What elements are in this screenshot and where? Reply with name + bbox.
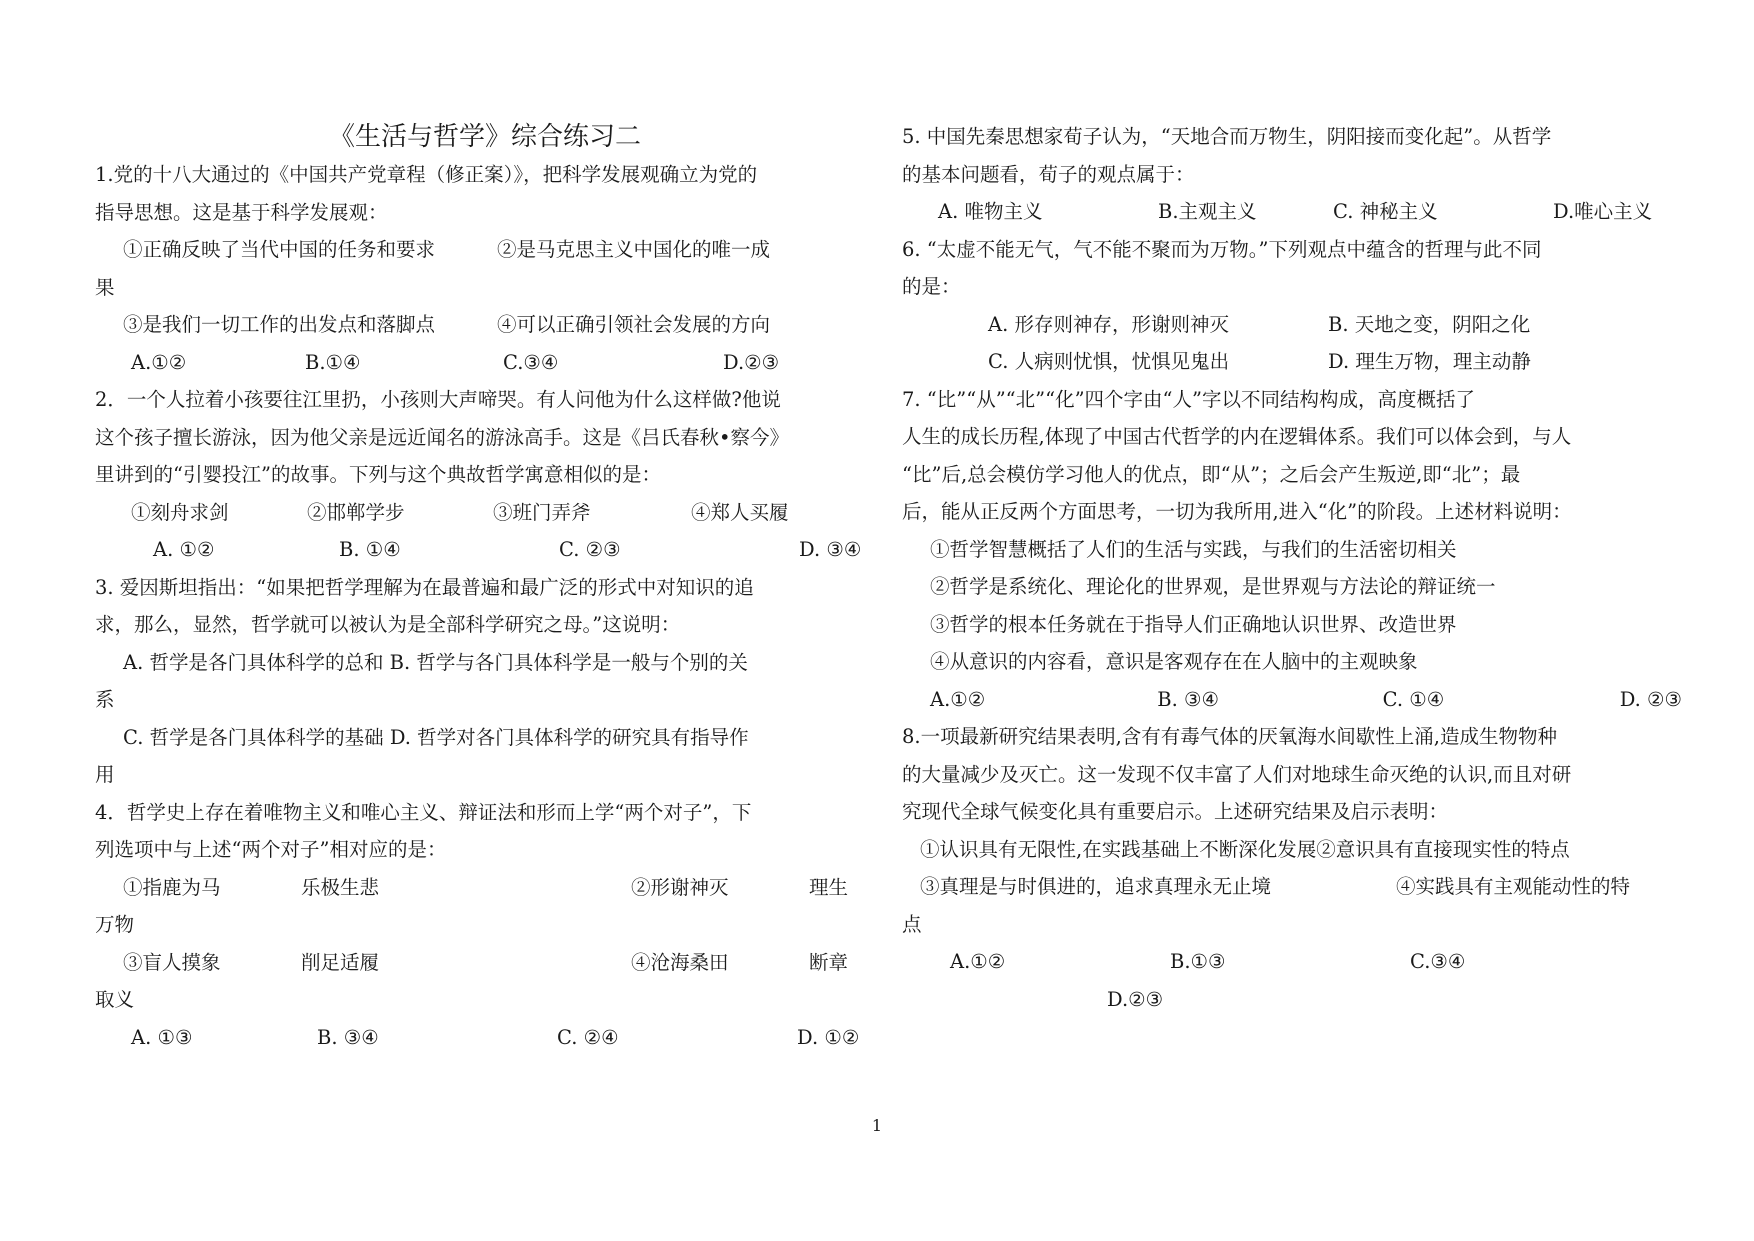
question-4 <box>95 794 875 1057</box>
answer-options <box>95 344 875 382</box>
option-b: B. ③④ <box>317 1025 379 1049</box>
question-stem-line: 指导思想。这是基于科学发展观： <box>95 200 388 224</box>
document-title: 《生活与哲学》综合练习二 <box>328 122 641 152</box>
question-stem-line: 8.一项最新研究结果表明,含有有毒气体的厌氧海水间歇性上涌,造成生物物种 <box>902 725 1558 748</box>
option-b: B.①③ <box>1170 950 1226 973</box>
question-stem-line: 3. 爱因斯坦指出：“如果把哲学理解为在最普遍和最广泛的形式中对知识的追 <box>95 575 754 599</box>
answer-item-row <box>95 306 875 344</box>
question-stem-line: 列选项中与上述“两个对子”相对应的是： <box>95 838 447 861</box>
question-stem-line: 究现代全球气候变化具有重要启示。上述研究结果及启示表明： <box>902 800 1449 823</box>
question-5 <box>902 118 1682 231</box>
answer-item-continuation: 取义 <box>95 988 135 1011</box>
option-a: A.①② <box>131 350 187 374</box>
option-a: A. 唯物主义 <box>938 200 1043 223</box>
option-b: B.主观主义 <box>1158 200 1257 223</box>
answer-item: ①正确反映了当代中国的任务和要求 <box>123 238 436 261</box>
question-stem-line: 后，能从正反两个方面思考，一切为我所用,进入“化”的阶段。上述材料说明： <box>902 500 1572 523</box>
right-column <box>902 118 1682 1018</box>
answer-item: ④郑人买履 <box>691 500 789 524</box>
answer-item: ②形谢神灭 <box>631 875 729 899</box>
answer-item: ①认识具有无限性,在实践基础上不断深化发展②意识具有直接现实性的特点 <box>920 837 1570 861</box>
option-c: C. 人病则忧惧，忧惧见鬼出 <box>988 350 1230 373</box>
answer-item: ③班门弄斧 <box>493 500 591 524</box>
answer-item-continuation: 点 <box>902 912 922 936</box>
question-stem-line: 2．一个人拉着小孩要往江里扔，小孩则大声啼哭。有人问他为什么这样做?他说 <box>95 388 781 411</box>
question-stem-line: 里讲到的“引婴投江”的故事。下列与这个典故哲学寓意相似的是： <box>95 463 661 486</box>
option-c: C. ①④ <box>1382 687 1445 711</box>
question-stem-line: 这个孩子擅长游泳，因为他父亲是远近闻名的游泳高手。这是《吕氏春秋•察今》 <box>95 425 790 449</box>
option-d: D. ①② <box>797 1025 860 1049</box>
answer-item-continuation: 万物 <box>95 913 135 936</box>
question-stem-line: 的是： <box>902 275 961 298</box>
answer-item: ③真理是与时俱进的，追求真理永无止境 <box>920 875 1272 898</box>
option-d: D.②③ <box>723 350 780 374</box>
question-stem-line: 人生的成长历程,体现了中国古代哲学的内在逻辑体系。我们可以体会到，与人 <box>902 425 1572 448</box>
answer-option-continuation: 系 <box>95 688 115 711</box>
question-7 <box>902 381 1682 719</box>
answer-item: ②哲学是系统化、理论化的世界观，是世界观与方法论的辩证统一 <box>930 575 1496 598</box>
answer-options <box>902 981 1682 1019</box>
answer-item-continuation: 果 <box>95 275 115 299</box>
option-c: C. ②④ <box>557 1025 619 1049</box>
answer-options <box>902 943 1682 981</box>
answer-option-line: C. 哲学是各门具体科学的基础 D. 哲学对各门具体科学的研究具有指导作 <box>123 725 749 749</box>
answer-options <box>902 681 1682 719</box>
option-c: C.③④ <box>503 350 559 374</box>
option-d: D.②③ <box>1107 987 1164 1011</box>
answer-item: ②是马克思主义中国化的唯一成 <box>497 238 771 261</box>
answer-item-row <box>95 231 875 269</box>
option-b: B. ①④ <box>339 538 401 561</box>
option-d: D.唯心主义 <box>1553 200 1653 223</box>
option-b: B.①④ <box>305 350 361 374</box>
answer-options <box>95 1019 875 1057</box>
answer-item: 断章 <box>809 950 849 974</box>
answer-items <box>95 494 875 532</box>
question-6 <box>902 231 1682 381</box>
answer-options <box>902 306 1682 344</box>
answer-options <box>95 531 875 569</box>
option-d: D. 理生万物，理主动静 <box>1328 350 1531 373</box>
answer-item: ③哲学的根本任务就在于指导人们正确地认识世界、改造世界 <box>930 612 1457 636</box>
answer-item-row <box>95 869 875 907</box>
answer-item: ③是我们一切工作的出发点和落脚点 <box>123 313 436 336</box>
answer-item: ④沧海桑田 <box>631 950 729 974</box>
answer-item: 乐极生悲 <box>301 875 380 899</box>
page-number: 1 <box>871 1116 883 1135</box>
question-stem-line: 的大量减少及灭亡。这一发现不仅丰富了人们对地球生命灭绝的认识,而且对研 <box>902 762 1572 786</box>
option-b: B. ③④ <box>1157 687 1219 711</box>
answer-item-row <box>902 868 1682 906</box>
answer-item: ①哲学智慧概括了人们的生活与实践，与我们的生活密切相关 <box>930 537 1457 561</box>
answer-options <box>902 343 1682 381</box>
option-a: A.①② <box>930 687 986 711</box>
question-stem-line: 4．哲学史上存在着唯物主义和唯心主义、辩证法和形而上学“两个对子”，下 <box>95 800 752 824</box>
answer-item: ②邯郸学步 <box>307 500 405 524</box>
option-a: A. ①③ <box>131 1025 193 1049</box>
question-stem-line: 7. “比”“从”“北”“化”四个字由“人”字以不同结构构成，高度概括了 <box>902 387 1475 411</box>
question-1 <box>95 156 875 381</box>
option-a: A. 形存则神存，形谢则神灭 <box>988 312 1229 336</box>
answer-options <box>902 193 1682 231</box>
question-stem-line: 1.党的十八大通过的《中国共产党章程（修正案）》，把科学发展观确立为党的 <box>95 163 758 186</box>
option-a: A.①② <box>950 950 1006 973</box>
option-d: D. ③④ <box>799 538 862 561</box>
answer-item: ③盲人摸象 <box>123 950 221 974</box>
answer-item: 理生 <box>809 875 849 899</box>
answer-item: ④从意识的内容看，意识是客观存在在人脑中的主观映象 <box>930 650 1418 673</box>
question-stem-line: “比”后,总会模仿学习他人的优点，即“从”；之后会产生叛逆,即“北”；最 <box>902 462 1521 486</box>
option-c: C.③④ <box>1410 950 1466 973</box>
question-stem-line: 6. “太虚不能无气，气不能不聚而为万物。”下列观点中蕴含的哲理与此不同 <box>902 237 1542 261</box>
answer-item: ①指鹿为马 <box>123 875 221 899</box>
option-c: C. ②③ <box>559 538 621 561</box>
question-stem-line: 5. 中国先秦思想家荀子认为，“天地合而万物生，阴阳接而变化起”。从哲学 <box>902 125 1552 148</box>
left-column <box>95 118 875 1056</box>
option-a: A. ①② <box>153 538 215 561</box>
answer-item: ④实践具有主观能动性的特 <box>1396 875 1631 898</box>
option-d: D. ②③ <box>1619 687 1682 711</box>
question-stem-line: 求，那么，显然，哲学就可以被认为是全部科学研究之母。”这说明： <box>95 613 681 636</box>
answer-option-line: A. 哲学是各门具体科学的总和 B. 哲学与各门具体科学是一般与个别的关 <box>123 650 748 674</box>
question-2 <box>95 381 875 569</box>
question-stem-line: 的基本问题看，荀子的观点属于： <box>902 162 1195 186</box>
answer-item: ④可以正确引领社会发展的方向 <box>497 313 771 336</box>
option-c: C. 神秘主义 <box>1333 200 1438 223</box>
question-8 <box>902 718 1682 1018</box>
option-b: B. 天地之变，阴阳之化 <box>1328 312 1531 336</box>
answer-item-row <box>95 944 875 982</box>
answer-item: 削足适履 <box>301 950 380 974</box>
answer-option-continuation: 用 <box>95 763 115 786</box>
answer-item: ①刻舟求剑 <box>131 500 229 524</box>
question-3 <box>95 569 875 794</box>
